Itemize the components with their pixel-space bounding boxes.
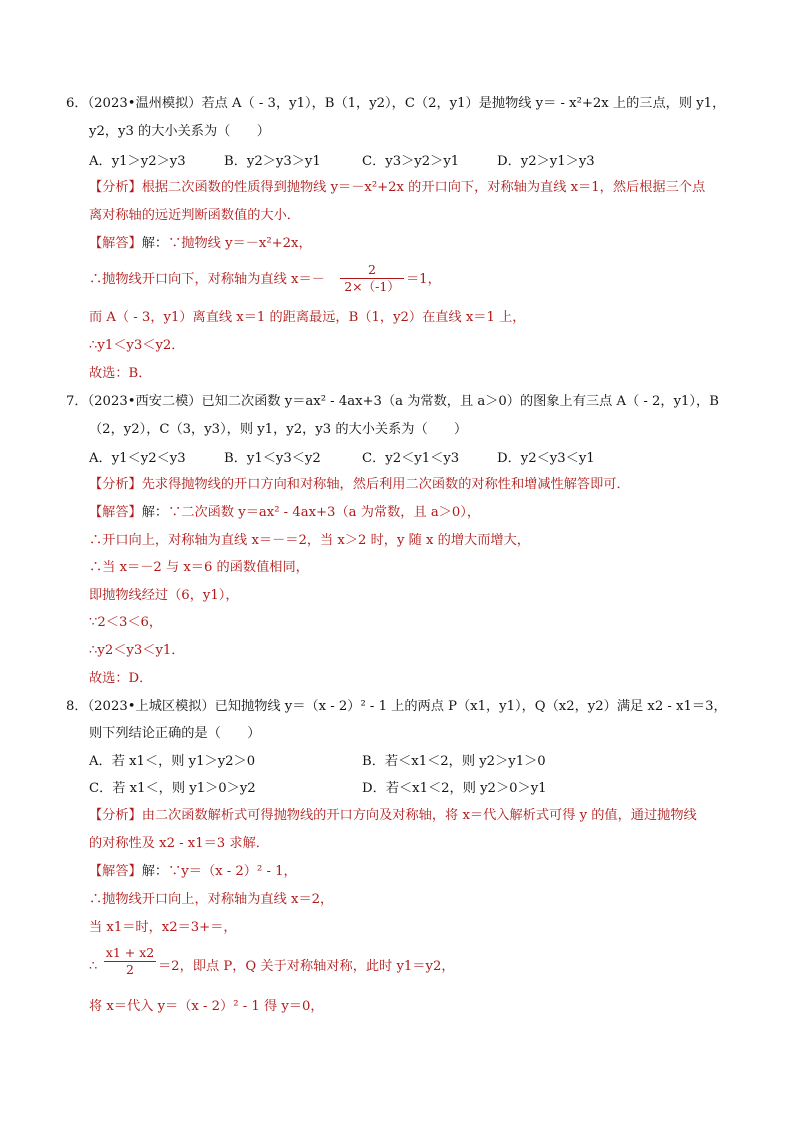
q7-option-c: C．y2＜y1＜y3 — [362, 451, 460, 466]
q7-answer-line-7: 故选：D． — [89, 671, 153, 686]
q8-answer-line-1 — [89, 862, 297, 882]
q6-analysis-line-2: 离对称轴的远近判断函数值的大小． — [89, 208, 300, 223]
q6-analysis-tag: 【分析】 — [89, 180, 142, 195]
q8-answer-line-4-end: ＝2，即点 P，Q 关于对称轴对称，此时 y1＝y2， — [158, 959, 455, 974]
q6-fraction-numerator: 2 — [368, 262, 376, 277]
q8-stem-line-2: 则下列结论正确的是（ ） — [89, 726, 261, 741]
q8-answer-line-2: ∴抛物线开口向上，对称轴为直线 x＝2， — [89, 892, 334, 907]
q8-fraction — [104, 945, 156, 978]
q6-answer-line-2-end: ＝1， — [406, 272, 441, 287]
q6-fraction — [340, 262, 404, 295]
q8-option-a: A．若 x1＜，则 y1＞y2＞0 — [89, 754, 256, 769]
q7-answer-line-5: ∵2＜3＜6， — [89, 615, 163, 630]
q6-answer-line-1 — [89, 234, 312, 254]
q6-analysis-line-1 — [89, 178, 705, 198]
q6-answer-line-4: ∴y1＜y3＜y2． — [89, 338, 185, 353]
q8-fraction-numerator: x1 + x2 — [105, 945, 155, 960]
q7-option-a: A．y1＜y2＜y3 — [89, 451, 186, 466]
q7-answer-text-1: ∵二次函数 y＝ax² - 4ax+3（a 为常数，且 a＞0）， — [168, 505, 481, 520]
q6-answer-line-2: ∴抛物线开口向下，对称轴为直线 x＝－ — [89, 272, 325, 287]
q7-answer-line-4: 即抛物线经过（6，y1）， — [89, 588, 239, 603]
q7-option-b: B．y1＜y3＜y2 — [224, 451, 321, 466]
q8-option-d: D．若＜x1＜2，则 y2＞0＞y1 — [362, 781, 547, 796]
q6-answer-line-3: 而 A（ - 3，y1）离直线 x＝1 的距离最远，B（1，y2）在直线 x＝1 上， — [89, 310, 526, 325]
q7-answer-tag: 【解答】 — [89, 505, 142, 520]
q7-answer-line-6: ∴y2＜y3＜y1． — [89, 643, 185, 658]
q6-answer-line-5: 故选：B． — [89, 366, 152, 381]
q8-analysis-line-2: 的对称性及 x2 - x1＝3 求解． — [89, 836, 269, 851]
q8-analysis-line-1 — [89, 806, 697, 826]
q7-option-d: D．y2＜y3＜y1 — [497, 451, 595, 466]
q8-answer-line-5: 将 x＝代入 y＝（x - 2）² - 1 得 y＝0， — [89, 999, 324, 1014]
q6-option-c: C．y3＞y2＞y1 — [362, 154, 460, 169]
q6-analysis-text-1: 根据二次函数的性质得到抛物线 y＝－x²+2x 的开口向下，对称轴为直线 x＝1，然后根据三个点 — [141, 180, 706, 195]
q6-answer-tag: 【解答】 — [89, 236, 142, 251]
q8-answer-line-3: 当 x1＝时，x2＝3+＝， — [89, 920, 237, 935]
q6-answer-text-1: ∵抛物线 y＝－x²+2x， — [168, 236, 312, 251]
q6-option-a: A．y1＞y2＞y3 — [89, 154, 186, 169]
q8-analysis-tag: 【分析】 — [89, 808, 142, 823]
q7-stem-line-2: （2，y2），C（3，y3），则 y1，y2，y3 的大小关系为（ ） — [89, 422, 468, 437]
q7-analysis-line-1 — [89, 475, 630, 495]
q8-stem-line-1: 8．（2023•上城区模拟）已知抛物线 y＝（x - 2）² - 1 上的两点 P（x1，y1），Q（x2，y2）满足 x2 - x1＝3， — [66, 699, 727, 714]
q7-answer-line-2: ∴开口向上，对称轴为直线 x＝－＝2，当 x＞2 时，y 随 x 的增大而增大， — [89, 533, 530, 548]
q8-analysis-text-1: 由二次函数解析式可得抛物线的开口方向及对称轴，将 x＝代入解析式可得 y 的值，通过抛物线 — [141, 808, 697, 823]
q7-answer-label: 解： — [141, 505, 169, 520]
q7-stem-line-1: 7．（2023•西安二模）已知二次函数 y＝ax² - 4ax+3（a 为常数，且 a＞0）的图象上有三点 A（ - 2，y1），B — [66, 394, 719, 409]
q8-answer-label: 解： — [141, 864, 169, 879]
q7-answer-line-1 — [89, 503, 480, 523]
q6-stem-line-2: y2，y3 的大小关系为（ ） — [89, 124, 270, 139]
q6-stem-line-1: 6．（2023•温州模拟）若点 A（ - 3，y1），B（1，y2），C（2，y1）是抛物线 y＝ - x²+2x 上的三点，则 y1， — [66, 96, 726, 111]
q6-option-b: B．y2＞y3＞y1 — [224, 154, 321, 169]
q8-option-b: B．若＜x1＜2，则 y2＞y1＞0 — [362, 754, 546, 769]
q6-option-d: D．y2＞y1＞y3 — [497, 154, 595, 169]
q8-option-c: C．若 x1＜，则 y1＞0＞y2 — [89, 781, 256, 796]
q7-analysis-text-1: 先求得抛物线的开口方向和对称轴，然后利用二次函数的对称性和增减性解答即可． — [141, 477, 630, 492]
q8-answer-text-1: ∵y＝（x - 2）² - 1， — [168, 864, 297, 879]
q6-fraction-denominator: 2×（-1） — [344, 279, 400, 294]
q6-answer-label: 解： — [141, 236, 169, 251]
q8-fraction-denominator: 2 — [126, 962, 134, 977]
q7-answer-line-3: ∴当 x＝－2 与 x＝6 的函数值相同， — [89, 560, 309, 575]
q8-answer-line-4-start: ∴ — [89, 959, 98, 974]
q7-analysis-tag: 【分析】 — [89, 477, 142, 492]
q8-answer-tag: 【解答】 — [89, 864, 142, 879]
